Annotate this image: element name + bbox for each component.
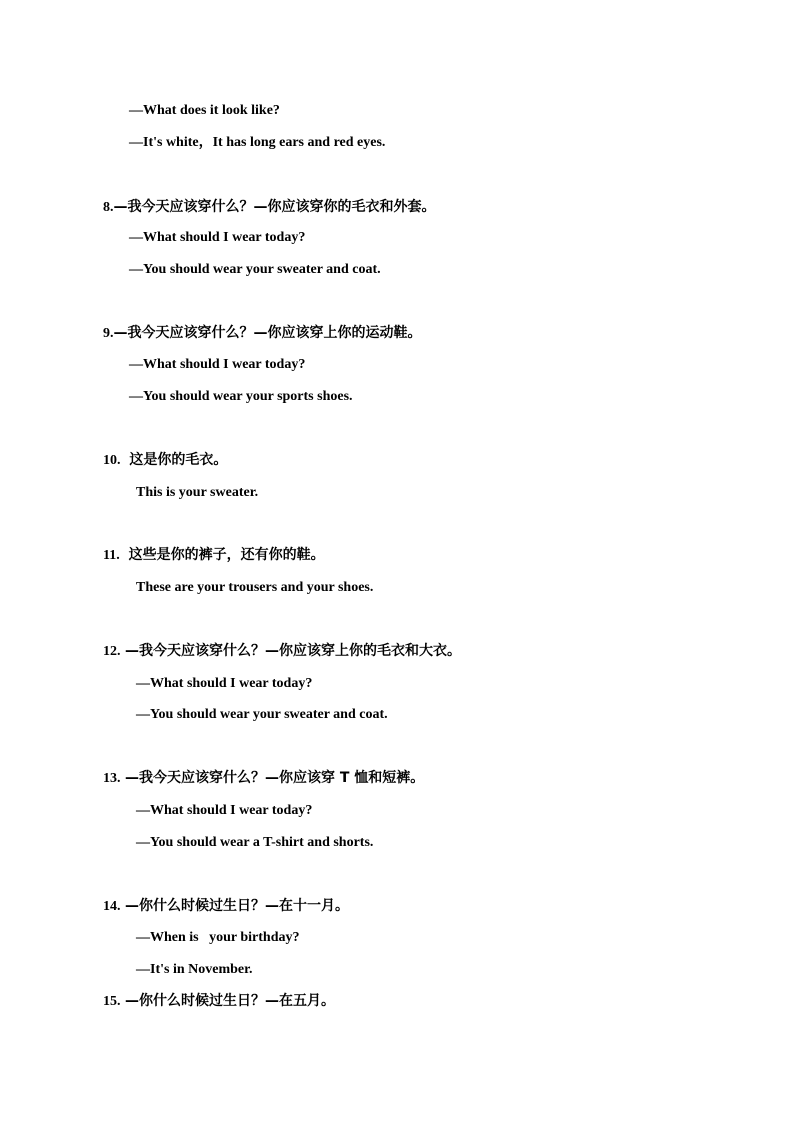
item-9-answer: —You should wear your sports shoes. [129, 389, 353, 404]
item-9-chinese: —我今天应该穿什么？—你应该穿上你的运动鞋。 [113, 325, 422, 341]
item-10-english: This is your sweater. [136, 485, 259, 500]
item-11-english: These are your trousers and your shoes. [136, 580, 374, 595]
item-15-number: 15. [103, 994, 121, 1009]
item-11-chinese: 这些是你的裤子，还有你的鞋。 [128, 547, 325, 563]
item-12-chinese: —我今天应该穿什么？—你应该穿上你的毛衣和大衣。 [124, 643, 461, 659]
item-14-heading [103, 897, 349, 916]
item-7-answer: —It's white，It has long ears and red eyes. [129, 135, 386, 150]
item-7-question: —What does it look like? [129, 103, 280, 118]
item-13-answer: —You should wear a T-shirt and shorts. [136, 835, 374, 850]
item-10-chinese: 这是你的毛衣。 [129, 452, 228, 468]
item-8-chinese: —我今天应该穿什么？—你应该穿你的毛衣和外套。 [113, 199, 436, 215]
item-9-number: 9. [103, 326, 114, 341]
item-14-question: —When is your birthday? [136, 930, 300, 945]
item-8-number: 8. [103, 200, 114, 215]
item-12-number: 12. [103, 644, 121, 659]
item-11-number: 11. [103, 548, 120, 563]
item-9-heading [103, 324, 422, 343]
item-13-chinese: —我今天应该穿什么？—你应该穿 T 恤和短裤。 [124, 770, 425, 786]
item-10-number: 10. [103, 453, 121, 468]
item-13-question: —What should I wear today? [136, 803, 313, 818]
item-8-question: —What should I wear today? [129, 230, 306, 245]
item-14-answer: —It's in November. [136, 962, 253, 977]
item-13-heading [103, 769, 424, 788]
item-13-number: 13. [103, 771, 121, 786]
item-12-answer: —You should wear your sweater and coat. [136, 707, 388, 722]
item-9-question: —What should I wear today? [129, 357, 306, 372]
item-15-chinese: —你什么时候过生日？—在五月。 [124, 993, 335, 1009]
item-12-question: —What should I wear today? [136, 676, 313, 691]
item-14-chinese: —你什么时候过生日？—在十一月。 [124, 898, 349, 914]
item-8-answer: —You should wear your sweater and coat. [129, 262, 381, 277]
item-14-number: 14. [103, 899, 121, 914]
item-11-heading [103, 546, 325, 565]
item-15-heading [103, 992, 335, 1011]
item-8-heading [103, 198, 436, 217]
item-12-heading [103, 642, 461, 661]
item-10-heading [103, 451, 227, 470]
